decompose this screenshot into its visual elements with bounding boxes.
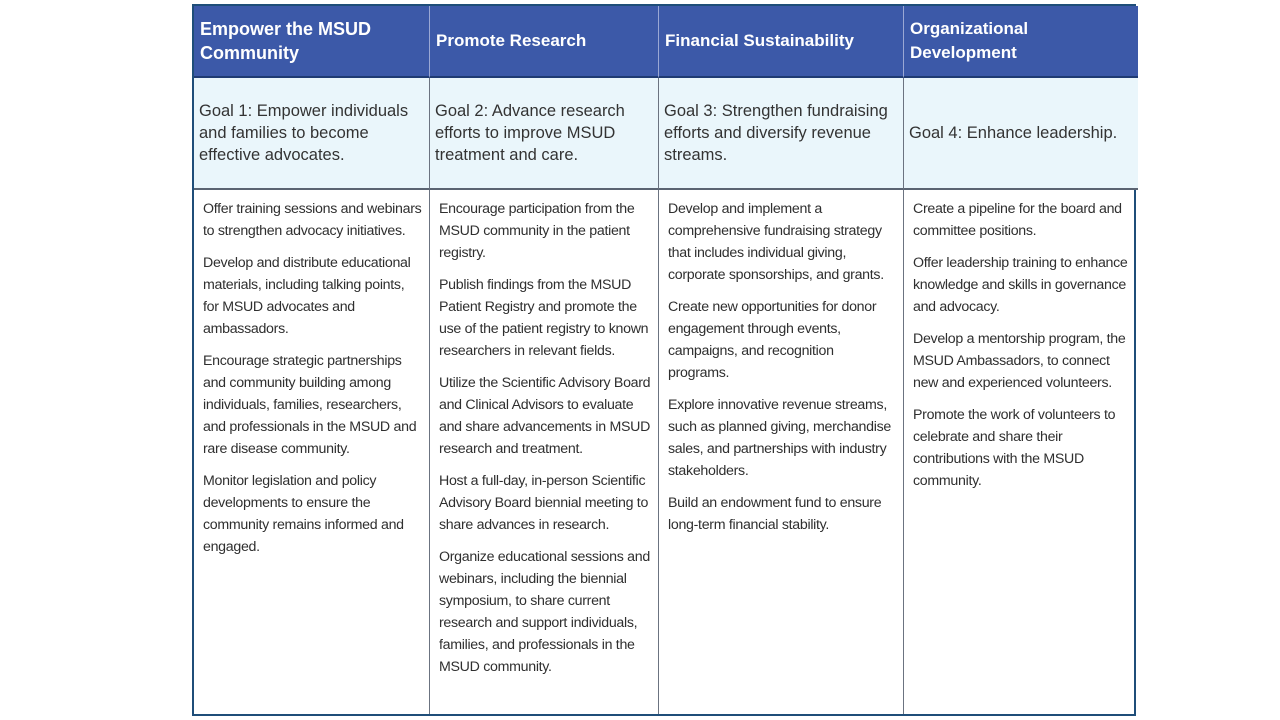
column-header-label: Promote Research [436, 31, 587, 50]
initiative-item: Build an endowment fund to ensure long-term financial stability. [668, 495, 882, 533]
column-header-organizational [904, 6, 1138, 78]
initiative-item: Encourage participation from the MSUD community in the patient registry. [439, 201, 635, 261]
initiatives-column-1 [194, 190, 430, 714]
goal-text: Goal 4: Enhance leadership. [909, 124, 1118, 142]
initiative-item: Explore innovative revenue streams, such as planned giving, merchandise sales, and partnerships with industry stakeholders. [668, 397, 891, 479]
initiative-item: Organize educational sessions and webinars, including the biennial symposium, to share current research and support individuals, families, and professionals in the MSUD community. [439, 549, 650, 675]
goal-cell-1 [194, 78, 430, 190]
initiative-item: Create a pipeline for the board and committee positions. [913, 201, 1122, 239]
initiatives-column-3 [659, 190, 904, 714]
goal-cell-3 [659, 78, 904, 190]
column-header-research [430, 6, 659, 78]
goal-cell-4 [904, 78, 1138, 190]
initiative-item: Promote the work of volunteers to celebrate and share their contributions with the MSUD community. [913, 407, 1116, 489]
goal-cell-2 [430, 78, 659, 190]
goal-text: Goal 3: Strengthen fundraising efforts and diversify revenue streams. [664, 102, 888, 164]
initiatives-column-4 [904, 190, 1138, 714]
initiative-item: Utilize the Scientific Advisory Board and Clinical Advisors to evaluate and share advancements in MSUD research and treatment. [439, 375, 651, 457]
initiative-item: Offer training sessions and webinars to strengthen advocacy initiatives. [203, 201, 422, 239]
column-header-financial [659, 6, 904, 78]
initiative-item: Create new opportunities for donor engagement through events, campaigns, and recognition programs. [668, 299, 877, 381]
goal-text: Goal 2: Advance research efforts to improve MSUD treatment and care. [435, 102, 625, 164]
goal-text: Goal 1: Empower individuals and families to become effective advocates. [199, 102, 409, 164]
initiative-item: Offer leadership training to enhance knowledge and skills in governance and advocacy. [913, 255, 1128, 315]
strategic-plan-table [192, 4, 1136, 716]
initiative-item: Develop a mentorship program, the MSUD Ambassadors, to connect new and experienced volunteers. [913, 331, 1126, 391]
initiative-item: Publish findings from the MSUD Patient Registry and promote the use of the patient registry to known researchers in relevant fields. [439, 277, 649, 359]
column-header-label: Organizational Development [910, 19, 1029, 62]
column-header-empower [194, 6, 430, 78]
initiative-item: Host a full-day, in-person Scientific Advisory Board biennial meeting to share advances in research. [439, 473, 649, 533]
column-header-label: Financial Sustainability [665, 31, 854, 50]
column-header-label: Empower the MSUD Community [200, 19, 372, 63]
initiative-item: Develop and distribute educational materials, including talking points, for MSUD advocates and ambassadors. [203, 255, 411, 337]
initiative-item: Develop and implement a comprehensive fundraising strategy that includes individual giving, corporate sponsorships, and grants. [668, 201, 884, 283]
initiatives-column-2 [430, 190, 659, 714]
initiative-item: Encourage strategic partnerships and community building among individuals, families, researchers, and professionals in the MSUD and rare disease community. [203, 353, 417, 457]
initiative-item: Monitor legislation and policy developments to ensure the community remains informed and engaged. [203, 473, 404, 555]
